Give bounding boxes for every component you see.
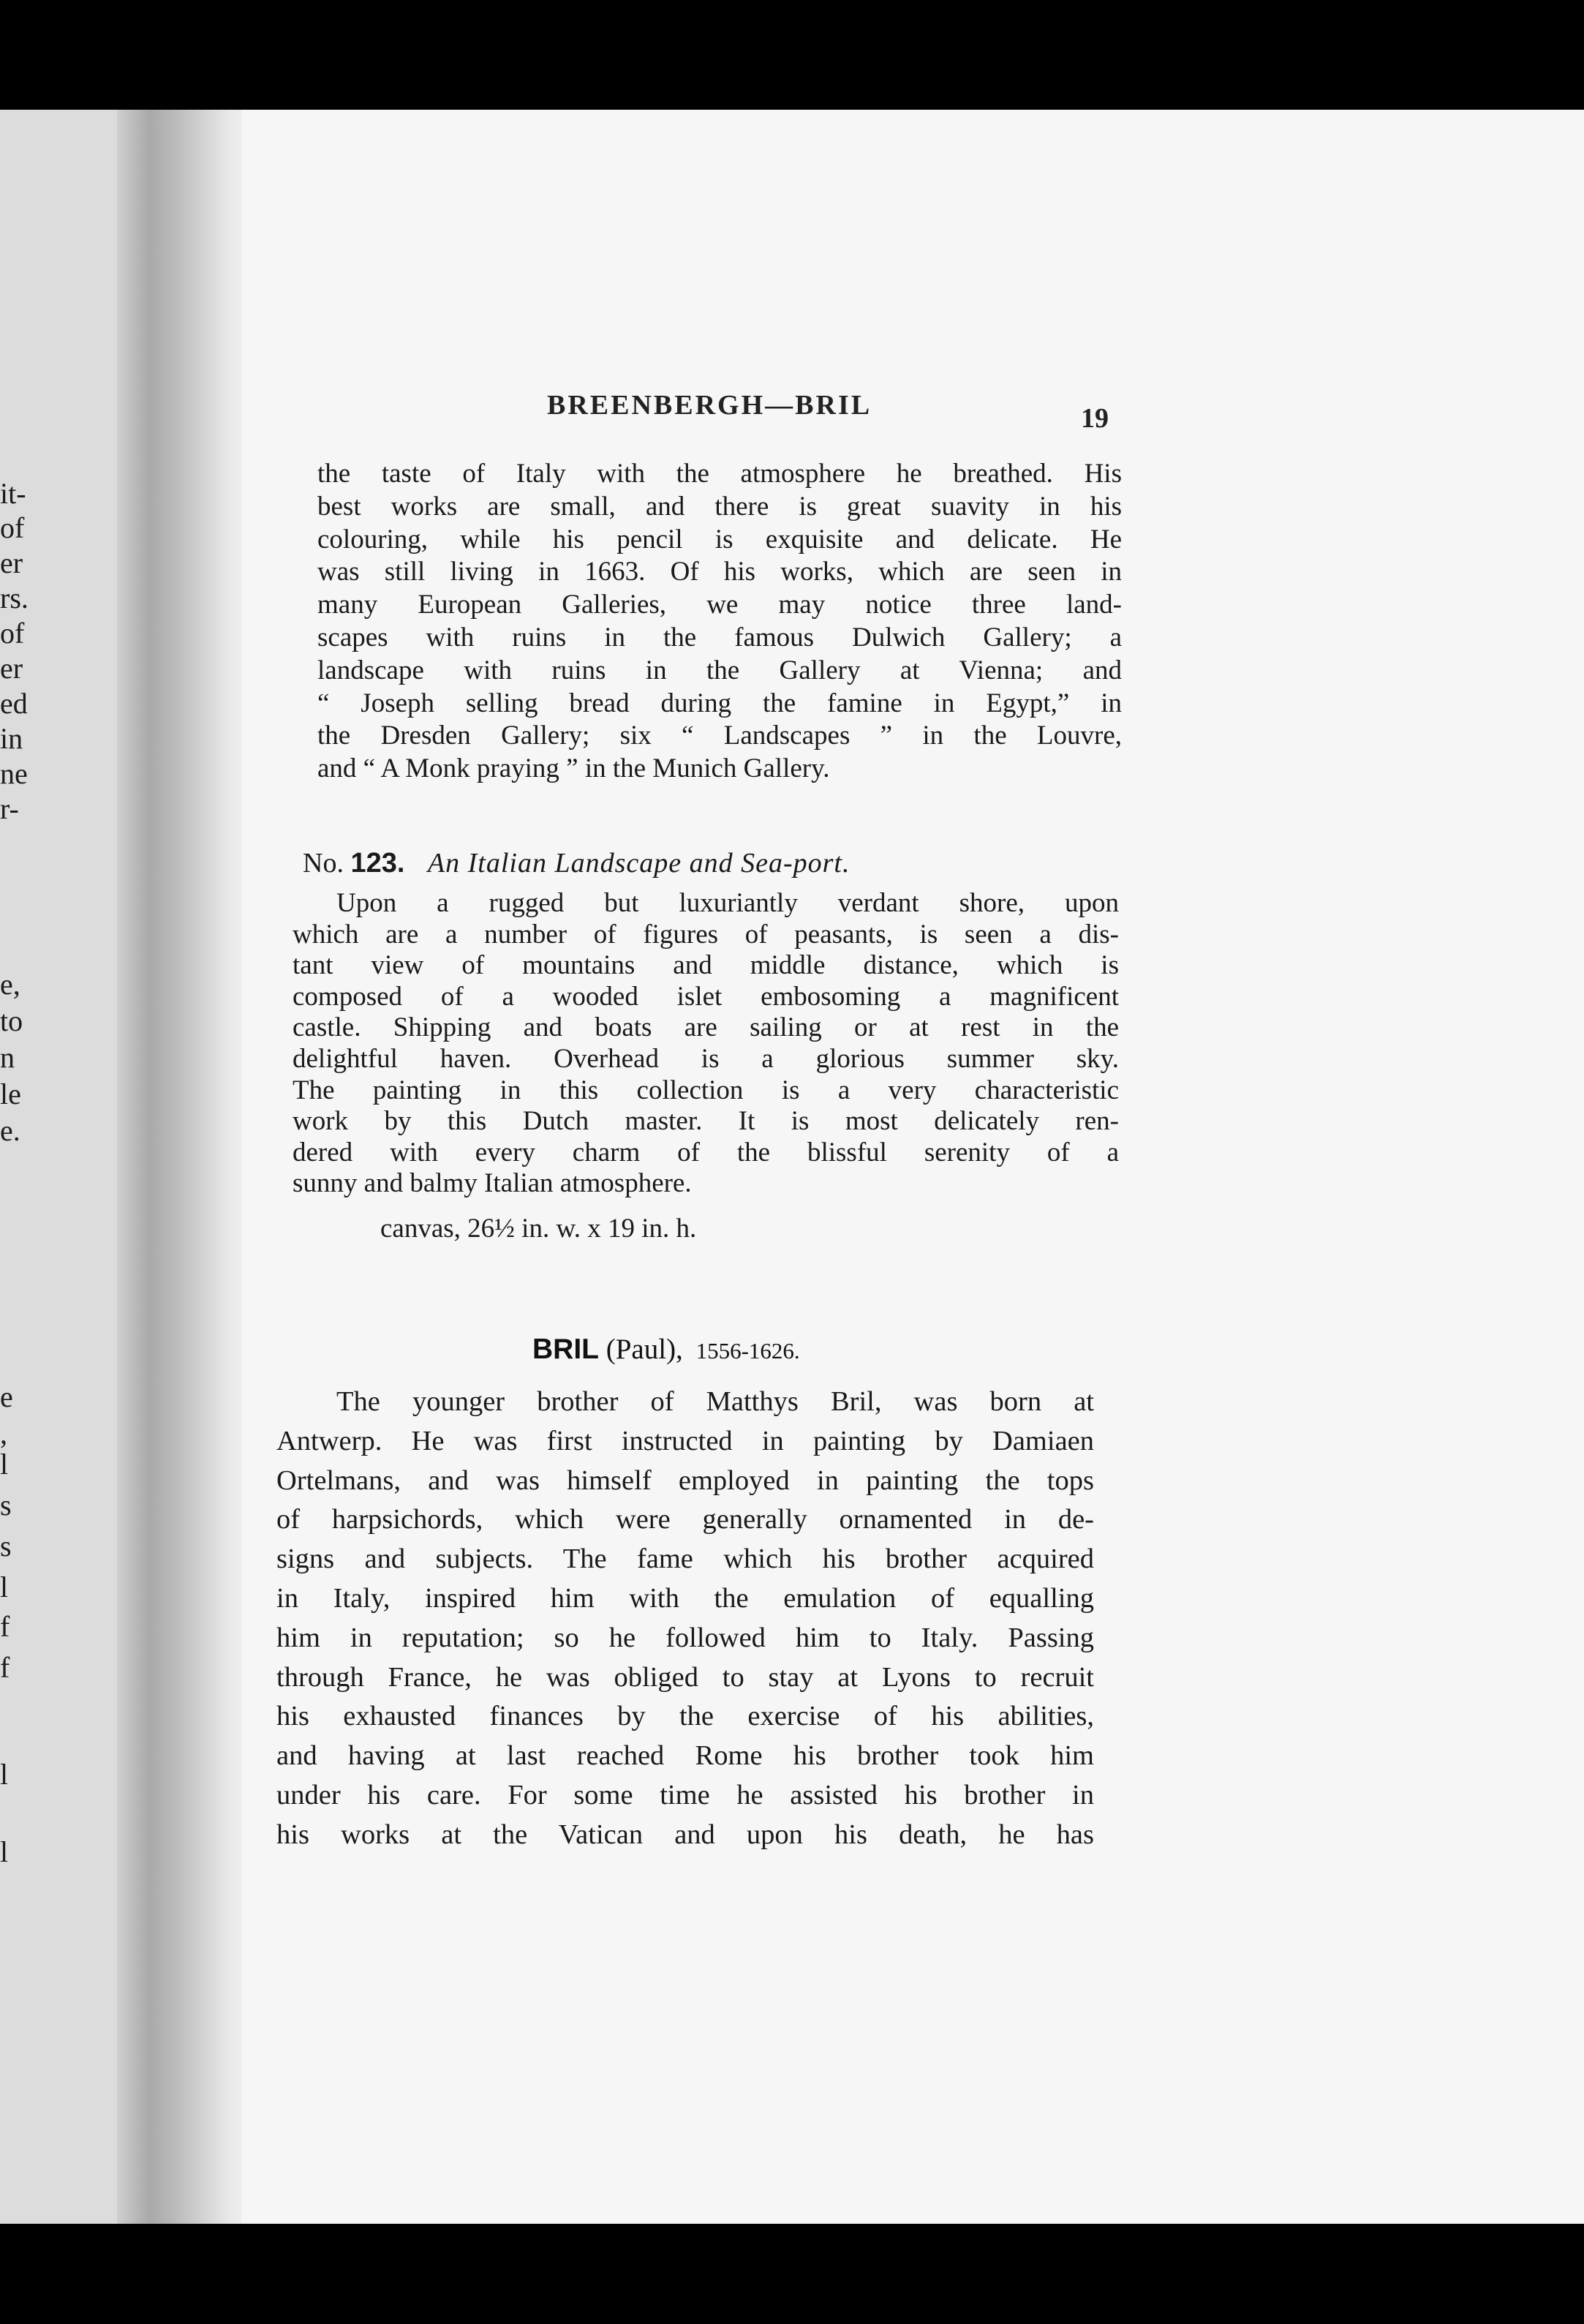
text-line: The younger brother of Matthys Bril, was born at [336, 1386, 1094, 1417]
text-line: sunny and balmy Italian atmosphere. [293, 1168, 692, 1199]
left-page-fragment: ed [0, 687, 28, 720]
text-line: under his care. For some time he assisted his brother in [276, 1779, 1094, 1810]
artist-surname: BRIL [532, 1334, 599, 1365]
text-line: tant view of mountains and middle distance, which is [293, 950, 1119, 981]
left-page-fragment: er [0, 652, 23, 685]
left-page-fragment: f [0, 1610, 10, 1643]
left-page-fragment: le [0, 1078, 21, 1110]
text-line: and “ A Monk praying ” in the Munich Gallery. [317, 753, 830, 784]
text-line: castle. Shipping and boats are sailing or at rest in the [293, 1012, 1119, 1043]
left-page-fragment: of [0, 511, 25, 544]
left-page-fragment: of [0, 617, 25, 650]
text-line: in Italy, inspired him with the emulation of equalling [276, 1582, 1094, 1614]
left-page-fragment: , [0, 1417, 7, 1450]
entry-dimensions: canvas, 26½ in. w. x 19 in. h. [380, 1214, 697, 1244]
left-page-fragment: to [0, 1004, 23, 1037]
left-page-fragment: e, [0, 968, 20, 1001]
biography-paragraph [276, 1383, 1094, 1855]
text-line: Ortelmans, and was himself employed in painting the tops [276, 1464, 1094, 1496]
text-line: through France, he was obliged to stay at Lyons to recruit [276, 1661, 1094, 1693]
text-line: composed of a wooded islet embosoming a magnificent [293, 981, 1119, 1012]
text-line: the Dresden Gallery; six “ Landscapes ” in the Louvre, [317, 721, 1122, 751]
text-line: his exhausted finances by the exercise of his abilities, [276, 1701, 1094, 1732]
left-page-fragment: s [0, 1530, 12, 1563]
left-page-fragment: l [0, 1758, 9, 1791]
text-line: dered with every charm of the blissful serenity of a [293, 1137, 1119, 1167]
left-page-fragment: e. [0, 1114, 20, 1147]
text-line: many European Galleries, we may notice three land- [317, 590, 1122, 620]
text-line: The painting in this collection is a very characteristic [293, 1075, 1119, 1105]
left-page-fragment: l [0, 1835, 9, 1868]
catalogue-entry-heading [303, 847, 850, 879]
left-page-fragment: rs. [0, 582, 29, 614]
text-line: was still living in 1663. Of his works, which are seen in [317, 557, 1122, 587]
text-line: work by this Dutch master. It is most delicately ren- [293, 1106, 1119, 1137]
left-page-fragment: n [0, 1041, 15, 1074]
left-page-fragment: it- [0, 477, 26, 510]
left-page-fragment: e [0, 1380, 13, 1413]
artist-given-name: (Paul), [606, 1334, 683, 1365]
text-line: best works are small, and there is great suavity in his [317, 491, 1122, 522]
entry-title: An Italian Landscape and Sea-port. [427, 848, 851, 879]
artist-heading [532, 1333, 800, 1366]
text-line: of harpsichords, which were generally ornamented in de- [276, 1504, 1094, 1535]
text-line: delightful haven. Overhead is a glorious summer sky. [293, 1043, 1119, 1074]
left-page-fragment: ne [0, 757, 28, 790]
left-page-fragment: er [0, 546, 23, 579]
left-page-fragment: r- [0, 792, 19, 825]
text-line: scapes with ruins in the famous Dulwich Gallery; a [317, 622, 1122, 653]
entry-description [293, 888, 1119, 1200]
left-page-fragment: f [0, 1651, 10, 1684]
text-line: Upon a rugged but luxuriantly verdant shore, upon [336, 888, 1119, 918]
running-header: BREENBERGH—BRIL [547, 390, 872, 421]
text-line: the taste of Italy with the atmosphere he breathed. His [317, 459, 1122, 489]
artist-dates: 1556-1626. [695, 1338, 800, 1364]
text-line: colouring, while his pencil is exquisite and delicate. He [317, 524, 1122, 554]
text-line: him in reputation; so he followed him to Italy. Passing [276, 1622, 1094, 1653]
left-page-fragment: s [0, 1489, 12, 1522]
text-line: landscape with ruins in the Gallery at Vienna; and [317, 655, 1122, 685]
entry-number: 123. [350, 848, 405, 879]
left-page-fragment: l [0, 1448, 9, 1481]
text-line: Antwerp. He was first instructed in painting by Damiaen [276, 1425, 1094, 1456]
text-line: signs and subjects. The fame which his brother acquired [276, 1543, 1094, 1575]
text-line: and having at last reached Rome his brother took him [276, 1740, 1094, 1772]
left-page-fragment: l [0, 1571, 9, 1603]
entry-number-prefix: No. [303, 848, 344, 879]
left-page-fragment: in [0, 722, 23, 755]
continued-paragraph [317, 458, 1122, 786]
page-number: 19 [1081, 403, 1109, 434]
text-line: which are a number of figures of peasants, is seen a dis- [293, 919, 1119, 949]
text-line: “ Joseph selling bread during the famine in Egypt,” in [317, 688, 1122, 718]
text-line: his works at the Vatican and upon his death, he has [276, 1819, 1094, 1850]
